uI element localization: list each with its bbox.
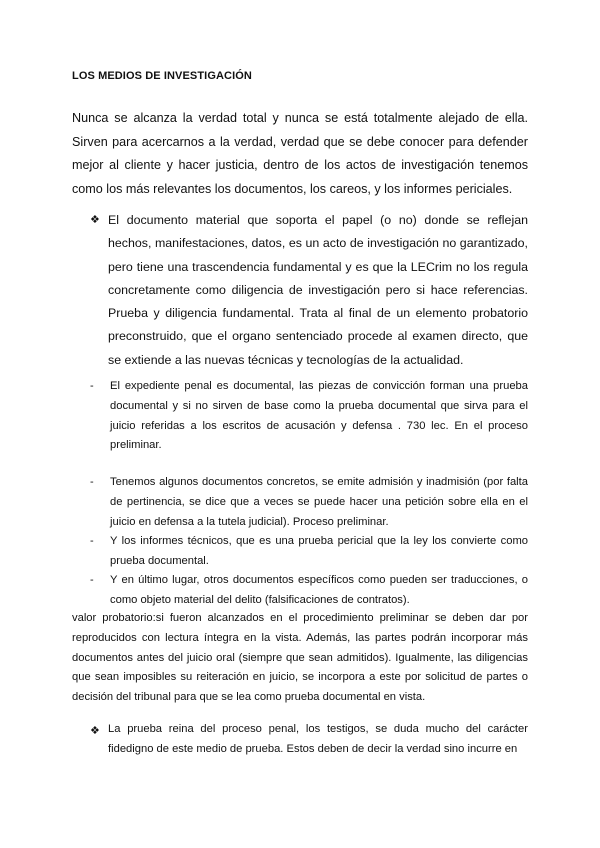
dash-marker: - xyxy=(90,476,94,488)
diamond-bullet-icon: ❖ xyxy=(90,725,100,737)
intro-paragraph: Nunca se alcanza la verdad total y nunca se está totalmente alejado de ella. Sirven para acercarnos a la verdad, verdad que se debe conocer para defender mejor al cliente y hacer justicia, dentro de los actos de investigación tenemos como los más relevantes los documentos, los careos, y los informes periciales. xyxy=(72,111,528,196)
dash-text: Y los informes técnicos, que es una prueba pericial que la ley los convierte como prueba documental. xyxy=(110,535,528,567)
bullet-item-testigos xyxy=(90,720,528,759)
dash-item-documentos-concretos xyxy=(90,473,528,532)
dash-text: El expediente penal es documental, las piezas de convicción forman una prueba documental y si no sirven de base como la prueba documental que sirva para el juicio referidas a los escritos de acusación y defensa . 730 lec. En el proceso preliminar. xyxy=(110,380,528,452)
bullet-item-documento xyxy=(90,209,528,372)
dash-text: Y en último lugar, otros documentos específicos como pueden ser traducciones, o como objeto material del delito (falsificaciones de contratos). xyxy=(110,574,528,606)
dash-text: Tenemos algunos documentos concretos, se emite admisión y inadmisión (por falta de pertinencia, se dice que a veces se puede hacer una petición sobre ella en el juicio en defensa a la tutela judicial). Proceso preliminar. xyxy=(110,476,528,528)
bullet-text: La prueba reina del proceso penal, los testigos, se duda mucho del carácter fidedigno de este medio de prueba. Estos deben de decir la verdad sino incurre en xyxy=(108,723,528,755)
dash-marker: - xyxy=(90,535,94,547)
dash-item-otros-documentos xyxy=(90,571,528,611)
valor-probatorio-paragraph: valor probatorio:si fueron alcanzados en el procedimiento preliminar se deben dar por reproducidos con lectura íntegra en la vista. Además, las partes podrán incorporar más documentos antes del juicio oral (siempre que sean admitidos). Igualmente, las diligencias que sean imposibles su reiteración en juicio, se incorpora a este por solicitud de partes o decisión del tribunal para que se lea como prueba documental en vista. xyxy=(72,612,528,704)
dash-marker: - xyxy=(90,380,94,392)
dash-item-expediente xyxy=(90,377,528,456)
bullet-text: El documento material que soporta el papel (o no) donde se reflejan hechos, manifestaciones, datos, es un acto de investigación no garantizado, pero tiene una trascendencia fundamental y es que la LECrim no los regula concretamente como diligencia de investigación pero si hace referencias. Prueba y diligencia fundamental. Trata al final de un elemento probatorio preconstruido, que el organo sentenciado procede al examen directo, que se extiende a las nuevas técnicas y tecnologías de la actualidad. xyxy=(108,213,528,367)
dash-marker: - xyxy=(90,574,94,586)
section-heading: LOS MEDIOS DE INVESTIGACIÓN xyxy=(72,70,252,82)
dash-item-informes-tecnicos xyxy=(90,532,528,572)
diamond-bullet-icon: ❖ xyxy=(90,214,100,226)
